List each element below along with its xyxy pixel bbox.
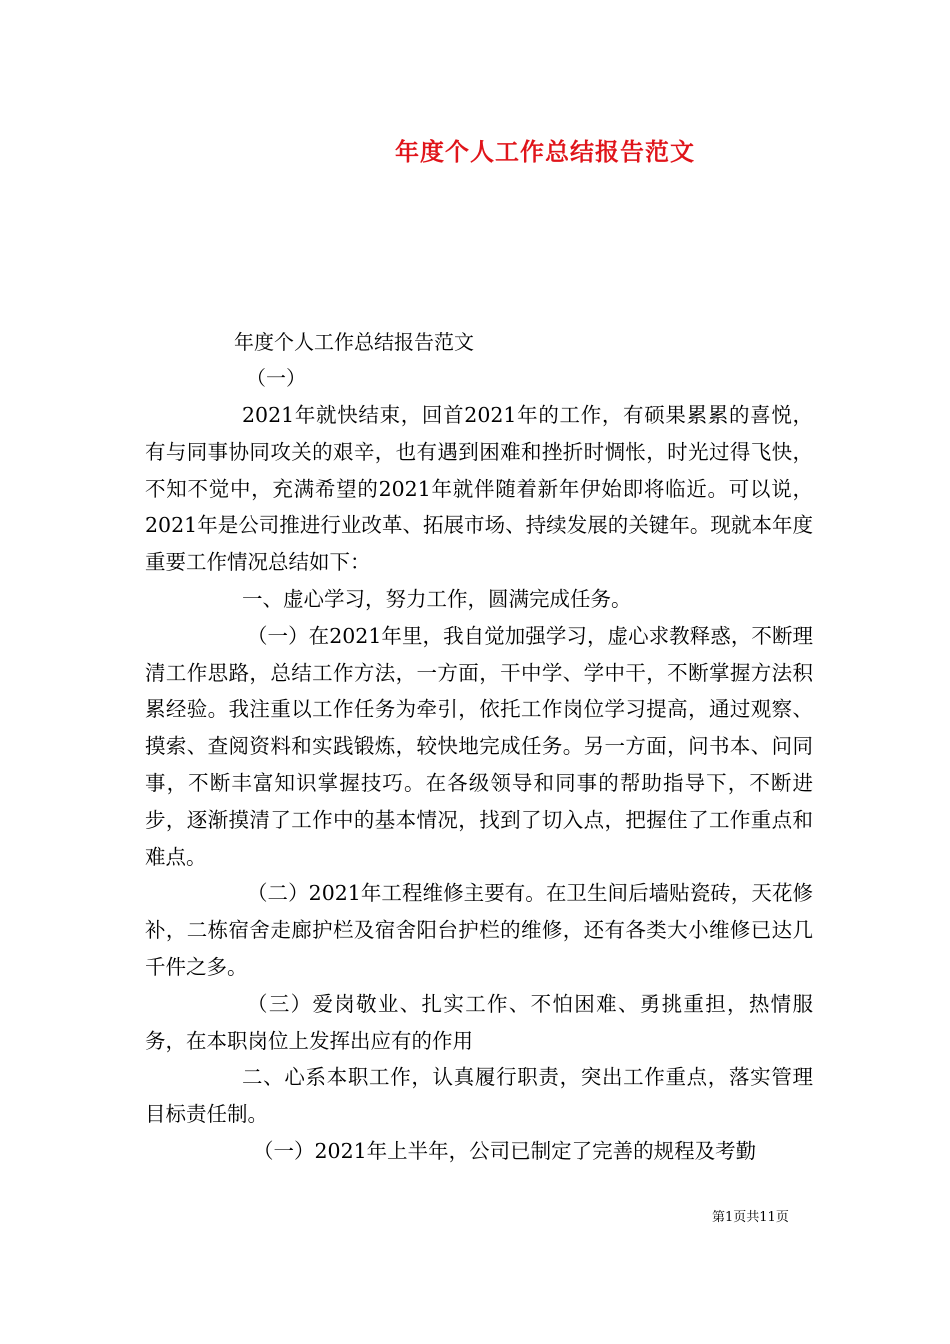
page-title: 年度个人工作总结报告范文 xyxy=(395,137,695,166)
section-heading-one: 一、虚心学习，努力工作，圆满完成任务。 xyxy=(242,586,632,611)
page-number: 第1页共11页 xyxy=(712,1210,789,1225)
paragraph-maintenance: （二）2021年工程维修主要有。在卫生间后墙贴瓷砖，天花修补，二栋宿舍走廊护栏及宿舍阳台护栏的维修，还有各类大小维修已达几千件之多。 xyxy=(145,881,813,979)
paragraph-intro: 2021年就快结束，回首2021年的工作，有硕果累累的喜悦，有与同事协同攻关的艰辛，也有遇到困难和挫折时惆怅，时光过得飞快，不知不觉中，充满希望的2021年就伴随着新年伊始即将临近。可以说，2021年是公司推进行业改革、拓展市场、持续发展的关键年。现就本年度重要工作情况总结如下： xyxy=(145,403,813,575)
paragraph-dedication: （三）爱岗敬业、扎实工作、不怕困难、勇挑重担，热情服务，在本职岗位上发挥出应有的作用 xyxy=(145,991,813,1053)
document-body xyxy=(145,397,813,1170)
paragraph-learning: （一）在2021年里，我自觉加强学习，虚心求教释惑，不断理清工作思路，总结工作方法，一方面，干中学、学中干，不断掌握方法积累经验。我注重以工作任务为牵引，依托工作岗位学习提高，通过观察、摸索、查阅资料和实践锻炼，较快地完成任务。另一方面，问书本、问同事，不断丰富知识掌握技巧。在各级领导和同事的帮助指导下，不断进步，逐渐摸清了工作中的基本情况，找到了切入点，把握住了工作重点和难点。 xyxy=(145,623,813,869)
section-heading-two: 二、心系本职工作，认真履行职责，突出工作重点，落实管理目标责任制。 xyxy=(145,1065,813,1127)
document-subheading: （一） xyxy=(246,366,306,390)
document-heading: 年度个人工作总结报告范文 xyxy=(234,330,474,354)
paragraph-regulations: （一）2021年上半年，公司已制定了完善的规程及考勤 xyxy=(253,1138,757,1163)
